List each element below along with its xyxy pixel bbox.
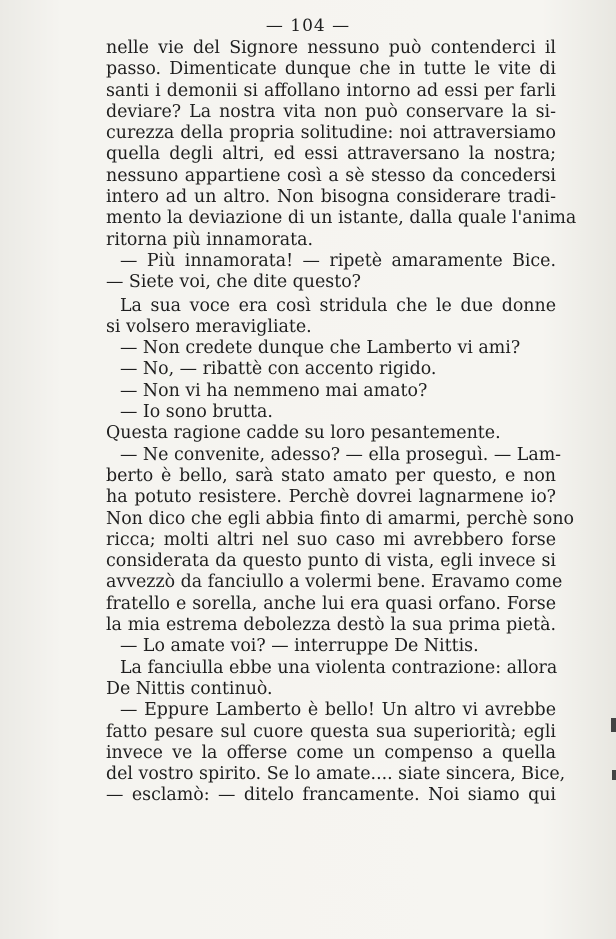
- text-line: la mia estrema debolezza destò la sua prima pietà.: [106, 615, 556, 636]
- page-number: — 104 —: [265, 16, 351, 36]
- text-line: ha potuto resistere. Perchè dovrei lagnarmene io?: [106, 487, 556, 508]
- text-line: deviare? La nostra vita non può conservare la si-: [106, 101, 556, 122]
- text-line: La sua voce era così stridula che le due donne: [120, 295, 556, 316]
- text-line: fatto pesare sul cuore questa sua superiorità; egli: [106, 721, 556, 742]
- body-text: [106, 38, 577, 807]
- text-line: considerata da questo punto di vista, egli invece si: [106, 551, 556, 572]
- text-line: — Non vi ha nemmeno mai amato?: [120, 380, 428, 401]
- text-line: De Nittis continuò.: [106, 678, 273, 699]
- page-edge-mark: [611, 718, 616, 732]
- text-line: nessuno appartiene così a sè stesso da concedersi: [106, 165, 556, 186]
- text-line: quella degli altri, ed essi attraversano la nostra;: [106, 144, 556, 165]
- text-line: — Ne convenite, adesso? — ella proseguì. — Lam-: [120, 444, 562, 465]
- text-line: La fanciulla ebbe una violenta contrazione: allora: [120, 657, 558, 678]
- text-line: Non dico che egli abbia finto di amarmi, perchè sono: [106, 508, 574, 529]
- text-line: del vostro spirito. Se lo amate.... siate sincera, Bice,: [106, 764, 566, 785]
- text-line: nelle vie del Signore nessuno può contenderci il: [106, 38, 556, 58]
- text-line: — esclamò: — ditelo francamente. Noi siamo qui: [106, 785, 556, 806]
- page-edge-mark: [612, 770, 616, 780]
- text-line: intero ad un altro. Non bisogna considerare tradi-: [106, 187, 556, 208]
- text-line: — Eppure Lamberto è bello! Un altro vi avrebbe: [120, 700, 556, 721]
- text-line: si volsero meravigliate.: [106, 316, 312, 337]
- text-line: mento la deviazione di un istante, dalla quale l'anima: [106, 208, 577, 229]
- text-line: — Siete voi, che dite questo?: [106, 272, 362, 293]
- text-line: fratello e sorella, anche lui era quasi orfano. Forse: [106, 593, 556, 614]
- text-line: Questa ragione cadde su loro pesantemente.: [106, 423, 501, 444]
- text-line: ricca; molti altri nel suo caso mi avrebbero forse: [106, 529, 556, 550]
- text-line: — Non credete dunque che Lamberto vi ami?: [120, 338, 521, 359]
- text-line: curezza della propria solitudine: noi attraversiamo: [106, 123, 556, 144]
- text-line: — Più innamorata! — ripetè amaramente Bice.: [120, 250, 556, 271]
- text-line: invece ve la offerse come un compenso a quella: [106, 742, 556, 763]
- text-line: ritorna più innamorata.: [106, 229, 314, 250]
- text-line: avvezzò da fanciullo a volermi bene. Eravamo come: [106, 572, 563, 593]
- text-line: — No, — ribattè con accento rigido.: [120, 359, 437, 380]
- text-line: berto è bello, sarà stato amato per questo, e non: [106, 465, 556, 486]
- text-line: passo. Dimenticate dunque che in tutte le vite di: [106, 59, 556, 80]
- text-line: — Lo amate voi? — interruppe De Nittis.: [120, 636, 479, 657]
- text-line: santi i demonii si affollano intorno ad essi per farli: [106, 80, 556, 101]
- text-line: — Io sono brutta.: [120, 402, 273, 423]
